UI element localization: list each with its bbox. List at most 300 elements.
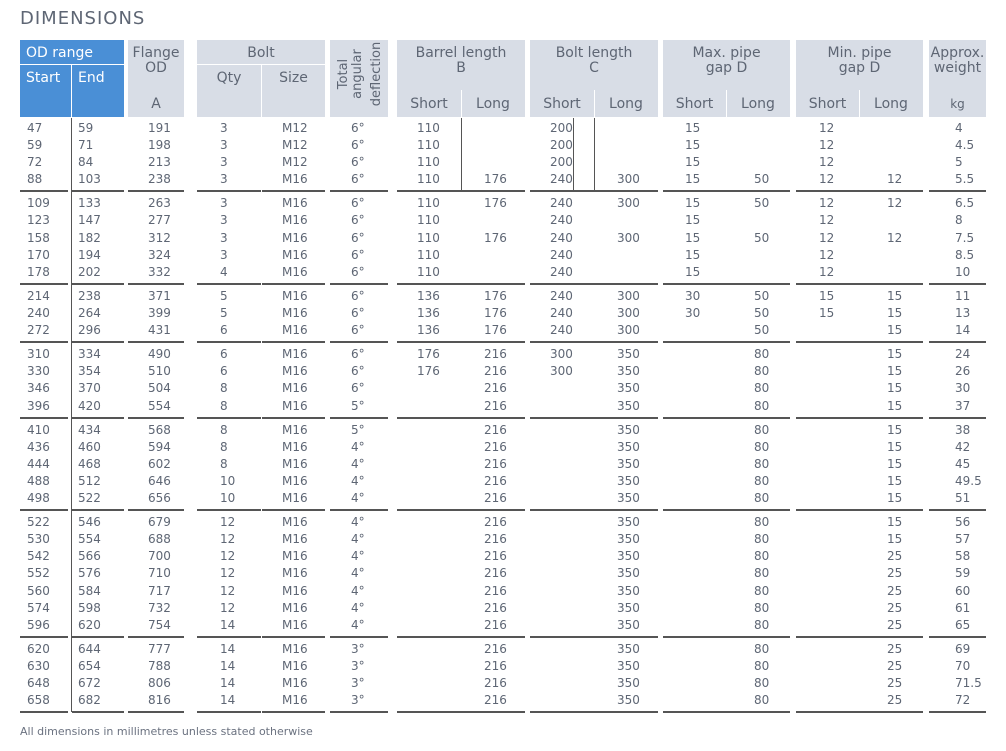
group-separator xyxy=(197,341,261,343)
cell-od-start: 530 xyxy=(27,532,50,546)
cell-mingap-long: 25 xyxy=(887,642,903,656)
cell-boltlen-short: 240 xyxy=(550,196,573,210)
cell-maxgap-long: 80 xyxy=(754,601,770,615)
group-separator xyxy=(726,711,790,713)
cell-barrel-short: 110 xyxy=(417,213,440,227)
cell-bolt-size: M12 xyxy=(282,121,308,135)
cell-bolt-qty: 3 xyxy=(220,213,228,227)
group-separator xyxy=(197,711,261,713)
cell-deflection: 3° xyxy=(351,676,365,690)
cell-maxgap-long: 80 xyxy=(754,364,770,378)
header-barrel-l1: Barrel length xyxy=(415,45,507,61)
cell-barrel-long: 176 xyxy=(484,306,507,320)
cell-maxgap-short: 30 xyxy=(685,289,701,303)
cell-bolt-qty: 14 xyxy=(220,659,236,673)
group-separator xyxy=(461,190,525,192)
cell-flange-od: 656 xyxy=(148,491,171,505)
cell-bolt-qty: 8 xyxy=(220,423,228,437)
group-separator xyxy=(262,509,325,511)
cell-barrel-long: 216 xyxy=(484,532,507,546)
group-separator xyxy=(20,711,68,713)
group-separator xyxy=(663,509,726,511)
cell-deflection: 4° xyxy=(351,440,365,454)
cell-bolt-qty: 12 xyxy=(220,515,236,529)
cell-od-start: 630 xyxy=(27,659,50,673)
cell-mingap-short: 12 xyxy=(819,231,835,245)
cell-boltlen-long: 350 xyxy=(617,618,640,632)
cell-flange-od: 602 xyxy=(148,457,171,471)
group-separator xyxy=(859,190,923,192)
group-separator xyxy=(128,341,184,343)
group-separator xyxy=(461,509,525,511)
column-divider xyxy=(71,118,72,712)
cell-od-start: 178 xyxy=(27,265,50,279)
header-maxgap-l2: gap D xyxy=(705,60,748,76)
cell-barrel-long: 216 xyxy=(484,423,507,437)
cell-mingap-long: 25 xyxy=(887,618,903,632)
cell-boltlen-short: 200 xyxy=(550,138,573,152)
cell-boltlen-long: 350 xyxy=(617,440,640,454)
header-flange-od-l1: Flange xyxy=(132,45,180,61)
cell-bolt-size: M16 xyxy=(282,601,308,615)
cell-maxgap-short: 15 xyxy=(685,138,701,152)
group-separator xyxy=(796,711,859,713)
group-separator xyxy=(859,711,923,713)
cell-weight: 72 xyxy=(955,693,971,707)
cell-boltlen-long: 350 xyxy=(617,693,640,707)
cell-weight: 4 xyxy=(955,121,963,135)
cell-maxgap-short: 30 xyxy=(685,306,701,320)
group-separator xyxy=(262,341,325,343)
cell-barrel-long: 216 xyxy=(484,440,507,454)
group-separator xyxy=(20,636,68,638)
cell-barrel-long: 216 xyxy=(484,515,507,529)
cell-weight: 70 xyxy=(955,659,971,673)
cell-boltlen-long: 350 xyxy=(617,347,640,361)
cell-deflection: 6° xyxy=(351,323,365,337)
cell-od-start: 109 xyxy=(27,196,50,210)
cell-od-end: 103 xyxy=(78,172,101,186)
cell-flange-od: 594 xyxy=(148,440,171,454)
cell-mingap-short: 12 xyxy=(819,172,835,186)
header-start: Start xyxy=(26,70,61,86)
group-separator xyxy=(530,190,594,192)
cell-bolt-size: M16 xyxy=(282,676,308,690)
cell-od-end: 238 xyxy=(78,289,101,303)
cell-od-end: 566 xyxy=(78,549,101,563)
cell-weight: 71.5 xyxy=(955,676,982,690)
header-od-range-label: OD range xyxy=(26,45,93,61)
cell-deflection: 6° xyxy=(351,265,365,279)
group-separator xyxy=(929,283,986,285)
cell-bolt-qty: 5 xyxy=(220,289,228,303)
cell-weight: 24 xyxy=(955,347,971,361)
cell-od-end: 202 xyxy=(78,265,101,279)
header-deflection-l3: deflection xyxy=(369,41,384,107)
group-separator xyxy=(20,190,68,192)
cell-barrel-long: 216 xyxy=(484,659,507,673)
cell-bolt-qty: 12 xyxy=(220,532,236,546)
cell-deflection: 4° xyxy=(351,618,365,632)
cell-mingap-short: 12 xyxy=(819,138,835,152)
cell-bolt-size: M16 xyxy=(282,172,308,186)
cell-od-end: 182 xyxy=(78,231,101,245)
group-separator xyxy=(20,283,68,285)
footnote: All dimensions in millimetres unless stated otherwise xyxy=(20,725,313,738)
cell-deflection: 4° xyxy=(351,491,365,505)
cell-bolt-qty: 8 xyxy=(220,440,228,454)
cell-weight: 14 xyxy=(955,323,971,337)
cell-bolt-size: M16 xyxy=(282,289,308,303)
cell-flange-od: 679 xyxy=(148,515,171,529)
cell-boltlen-short: 240 xyxy=(550,323,573,337)
group-separator xyxy=(128,636,184,638)
cell-maxgap-long: 50 xyxy=(754,196,770,210)
cell-bolt-qty: 8 xyxy=(220,457,228,471)
cell-od-start: 658 xyxy=(27,693,50,707)
cell-maxgap-long: 80 xyxy=(754,423,770,437)
header-mingap-long: Long xyxy=(874,96,908,112)
cell-maxgap-short: 15 xyxy=(685,265,701,279)
cell-flange-od: 504 xyxy=(148,381,171,395)
cell-flange-od: 554 xyxy=(148,399,171,413)
cell-deflection: 6° xyxy=(351,306,365,320)
header-bolt-label: Bolt xyxy=(247,45,275,61)
cell-bolt-qty: 4 xyxy=(220,265,228,279)
group-separator xyxy=(796,190,859,192)
group-separator xyxy=(72,636,124,638)
cell-maxgap-short: 15 xyxy=(685,213,701,227)
group-separator xyxy=(262,417,325,419)
group-separator xyxy=(72,190,124,192)
cell-mingap-long: 15 xyxy=(887,440,903,454)
group-separator xyxy=(397,417,461,419)
cell-boltlen-long: 350 xyxy=(617,423,640,437)
cell-mingap-long: 15 xyxy=(887,364,903,378)
cell-deflection: 4° xyxy=(351,515,365,529)
header-divider xyxy=(594,90,595,117)
cell-maxgap-long: 80 xyxy=(754,532,770,546)
group-separator xyxy=(330,417,388,419)
cell-boltlen-long: 350 xyxy=(617,601,640,615)
cell-weight: 37 xyxy=(955,399,971,413)
cell-maxgap-long: 50 xyxy=(754,289,770,303)
header-mingap-l2: gap D xyxy=(838,60,881,76)
cell-od-end: 296 xyxy=(78,323,101,337)
cell-boltlen-short: 240 xyxy=(550,265,573,279)
cell-bolt-qty: 10 xyxy=(220,474,236,488)
group-separator xyxy=(726,341,790,343)
cell-deflection: 4° xyxy=(351,566,365,580)
group-separator xyxy=(197,283,261,285)
header-maxgap-long: Long xyxy=(741,96,775,112)
cell-od-end: 468 xyxy=(78,457,101,471)
cell-flange-od: 710 xyxy=(148,566,171,580)
cell-mingap-long: 15 xyxy=(887,306,903,320)
cell-flange-od: 263 xyxy=(148,196,171,210)
cell-maxgap-long: 80 xyxy=(754,381,770,395)
cell-boltlen-short: 200 xyxy=(550,155,573,169)
cell-bolt-qty: 5 xyxy=(220,306,228,320)
cell-flange-od: 238 xyxy=(148,172,171,186)
cell-barrel-short: 110 xyxy=(417,248,440,262)
cell-deflection: 6° xyxy=(351,172,365,186)
cell-weight: 45 xyxy=(955,457,971,471)
cell-deflection: 3° xyxy=(351,642,365,656)
cell-od-start: 170 xyxy=(27,248,50,262)
cell-flange-od: 277 xyxy=(148,213,171,227)
group-separator xyxy=(859,636,923,638)
cell-weight: 61 xyxy=(955,601,971,615)
cell-flange-od: 399 xyxy=(148,306,171,320)
cell-od-start: 158 xyxy=(27,231,50,245)
group-separator xyxy=(594,283,658,285)
group-separator xyxy=(128,509,184,511)
header-weight-l2: weight xyxy=(933,60,982,76)
cell-bolt-size: M16 xyxy=(282,248,308,262)
group-separator xyxy=(530,636,594,638)
cell-boltlen-long: 350 xyxy=(617,532,640,546)
cell-od-end: 576 xyxy=(78,566,101,580)
cell-od-start: 620 xyxy=(27,642,50,656)
cell-barrel-short: 110 xyxy=(417,231,440,245)
cell-flange-od: 732 xyxy=(148,601,171,615)
cell-boltlen-long: 350 xyxy=(617,584,640,598)
cell-weight: 5.5 xyxy=(955,172,975,186)
cell-weight: 10 xyxy=(955,265,971,279)
group-separator xyxy=(796,341,859,343)
group-separator xyxy=(796,636,859,638)
cell-mingap-short: 15 xyxy=(819,289,835,303)
cell-od-start: 310 xyxy=(27,347,50,361)
cell-barrel-short: 136 xyxy=(417,306,440,320)
cell-bolt-qty: 3 xyxy=(220,121,228,135)
cell-boltlen-long: 350 xyxy=(617,642,640,656)
cell-flange-od: 191 xyxy=(148,121,171,135)
cell-boltlen-long: 350 xyxy=(617,676,640,690)
cell-deflection: 5° xyxy=(351,423,365,437)
cell-bolt-qty: 12 xyxy=(220,601,236,615)
cell-boltlen-long: 300 xyxy=(617,231,640,245)
cell-barrel-long: 216 xyxy=(484,474,507,488)
group-separator xyxy=(663,417,726,419)
group-separator xyxy=(262,283,325,285)
group-separator xyxy=(397,711,461,713)
cell-barrel-short: 110 xyxy=(417,265,440,279)
header-deflection-l2: angular xyxy=(350,49,365,99)
cell-barrel-short: 110 xyxy=(417,196,440,210)
header-flange-od-sub: A xyxy=(151,96,161,112)
cell-bolt-size: M16 xyxy=(282,584,308,598)
cell-od-start: 88 xyxy=(27,172,43,186)
cell-od-end: 194 xyxy=(78,248,101,262)
cell-maxgap-short: 15 xyxy=(685,248,701,262)
cell-barrel-short: 136 xyxy=(417,289,440,303)
cell-boltlen-long: 350 xyxy=(617,549,640,563)
cell-od-start: 596 xyxy=(27,618,50,632)
cell-flange-od: 788 xyxy=(148,659,171,673)
group-separator xyxy=(929,509,986,511)
cell-boltlen-short: 240 xyxy=(550,248,573,262)
cell-deflection: 6° xyxy=(351,196,365,210)
cell-deflection: 4° xyxy=(351,584,365,598)
group-separator xyxy=(859,341,923,343)
cell-mingap-short: 12 xyxy=(819,155,835,169)
cell-bolt-size: M16 xyxy=(282,423,308,437)
cell-mingap-short: 12 xyxy=(819,248,835,262)
group-separator xyxy=(461,417,525,419)
group-separator xyxy=(461,283,525,285)
cell-od-end: 620 xyxy=(78,618,101,632)
cell-od-start: 436 xyxy=(27,440,50,454)
cell-maxgap-long: 80 xyxy=(754,347,770,361)
cell-bolt-size: M16 xyxy=(282,381,308,395)
cell-weight: 5 xyxy=(955,155,963,169)
cell-boltlen-long: 300 xyxy=(617,196,640,210)
group-separator xyxy=(859,509,923,511)
cell-maxgap-short: 15 xyxy=(685,172,701,186)
cell-weight: 57 xyxy=(955,532,971,546)
cell-od-end: 554 xyxy=(78,532,101,546)
header-end: End xyxy=(78,70,105,86)
cell-bolt-size: M16 xyxy=(282,549,308,563)
group-separator xyxy=(796,283,859,285)
cell-weight: 26 xyxy=(955,364,971,378)
group-separator xyxy=(72,711,124,713)
cell-maxgap-short: 15 xyxy=(685,231,701,245)
group-separator xyxy=(330,190,388,192)
group-separator xyxy=(128,190,184,192)
group-separator xyxy=(796,509,859,511)
header-divider xyxy=(20,64,124,65)
cell-boltlen-long: 300 xyxy=(617,289,640,303)
cell-deflection: 6° xyxy=(351,381,365,395)
cell-mingap-long: 15 xyxy=(887,491,903,505)
cell-od-end: 147 xyxy=(78,213,101,227)
cell-maxgap-long: 80 xyxy=(754,618,770,632)
cell-bolt-size: M16 xyxy=(282,532,308,546)
group-separator xyxy=(397,509,461,511)
group-separator xyxy=(262,711,325,713)
cell-bolt-qty: 14 xyxy=(220,618,236,632)
group-separator xyxy=(397,283,461,285)
cell-bolt-size: M16 xyxy=(282,515,308,529)
cell-mingap-long: 15 xyxy=(887,399,903,413)
cell-barrel-short: 110 xyxy=(417,172,440,186)
group-separator xyxy=(594,509,658,511)
cell-bolt-size: M16 xyxy=(282,566,308,580)
cell-mingap-long: 25 xyxy=(887,693,903,707)
cell-flange-od: 213 xyxy=(148,155,171,169)
cell-od-end: 334 xyxy=(78,347,101,361)
cell-od-end: 682 xyxy=(78,693,101,707)
cell-deflection: 4° xyxy=(351,601,365,615)
cell-weight: 13 xyxy=(955,306,971,320)
cell-barrel-long: 176 xyxy=(484,323,507,337)
cell-weight: 6.5 xyxy=(955,196,975,210)
cell-weight: 56 xyxy=(955,515,971,529)
group-separator xyxy=(262,190,325,192)
cell-bolt-size: M16 xyxy=(282,491,308,505)
group-separator xyxy=(663,636,726,638)
cell-barrel-short: 110 xyxy=(417,138,440,152)
cell-maxgap-long: 80 xyxy=(754,693,770,707)
header-divider xyxy=(859,90,860,117)
cell-bolt-size: M16 xyxy=(282,399,308,413)
group-separator xyxy=(663,341,726,343)
cell-od-start: 330 xyxy=(27,364,50,378)
cell-od-end: 522 xyxy=(78,491,101,505)
cell-barrel-short: 110 xyxy=(417,121,440,135)
group-separator xyxy=(262,636,325,638)
cell-maxgap-long: 80 xyxy=(754,399,770,413)
group-separator xyxy=(20,417,68,419)
group-separator xyxy=(330,341,388,343)
group-separator xyxy=(461,341,525,343)
cell-flange-od: 688 xyxy=(148,532,171,546)
column-divider xyxy=(461,118,462,190)
cell-bolt-qty: 12 xyxy=(220,549,236,563)
cell-boltlen-long: 350 xyxy=(617,474,640,488)
cell-mingap-long: 12 xyxy=(887,172,903,186)
cell-bolt-qty: 12 xyxy=(220,566,236,580)
cell-boltlen-long: 350 xyxy=(617,491,640,505)
cell-bolt-size: M16 xyxy=(282,474,308,488)
cell-mingap-long: 15 xyxy=(887,423,903,437)
group-separator xyxy=(663,283,726,285)
cell-bolt-qty: 3 xyxy=(220,248,228,262)
cell-weight: 51 xyxy=(955,491,971,505)
cell-bolt-qty: 3 xyxy=(220,231,228,245)
cell-od-end: 420 xyxy=(78,399,101,413)
cell-boltlen-long: 300 xyxy=(617,323,640,337)
cell-deflection: 6° xyxy=(351,289,365,303)
cell-bolt-qty: 3 xyxy=(220,196,228,210)
header-maxgap-short: Short xyxy=(675,96,714,112)
cell-deflection: 5° xyxy=(351,399,365,413)
cell-od-start: 123 xyxy=(27,213,50,227)
cell-bolt-qty: 12 xyxy=(220,584,236,598)
cell-maxgap-long: 50 xyxy=(754,306,770,320)
cell-od-start: 59 xyxy=(27,138,43,152)
cell-bolt-size: M12 xyxy=(282,138,308,152)
cell-mingap-short: 12 xyxy=(819,213,835,227)
cell-od-end: 546 xyxy=(78,515,101,529)
cell-mingap-long: 15 xyxy=(887,289,903,303)
group-separator xyxy=(397,341,461,343)
group-separator xyxy=(530,417,594,419)
cell-barrel-long: 216 xyxy=(484,584,507,598)
cell-barrel-long: 176 xyxy=(484,231,507,245)
group-separator xyxy=(530,283,594,285)
cell-od-start: 574 xyxy=(27,601,50,615)
cell-deflection: 6° xyxy=(351,155,365,169)
cell-od-end: 264 xyxy=(78,306,101,320)
cell-mingap-short: 12 xyxy=(819,265,835,279)
cell-od-start: 240 xyxy=(27,306,50,320)
cell-boltlen-long: 350 xyxy=(617,381,640,395)
cell-deflection: 6° xyxy=(351,347,365,361)
cell-deflection: 6° xyxy=(351,248,365,262)
header-size: Size xyxy=(279,70,308,86)
cell-barrel-long: 216 xyxy=(484,618,507,632)
cell-flange-od: 431 xyxy=(148,323,171,337)
cell-bolt-qty: 14 xyxy=(220,642,236,656)
cell-barrel-long: 216 xyxy=(484,347,507,361)
cell-barrel-long: 216 xyxy=(484,381,507,395)
group-separator xyxy=(72,417,124,419)
cell-boltlen-long: 350 xyxy=(617,399,640,413)
